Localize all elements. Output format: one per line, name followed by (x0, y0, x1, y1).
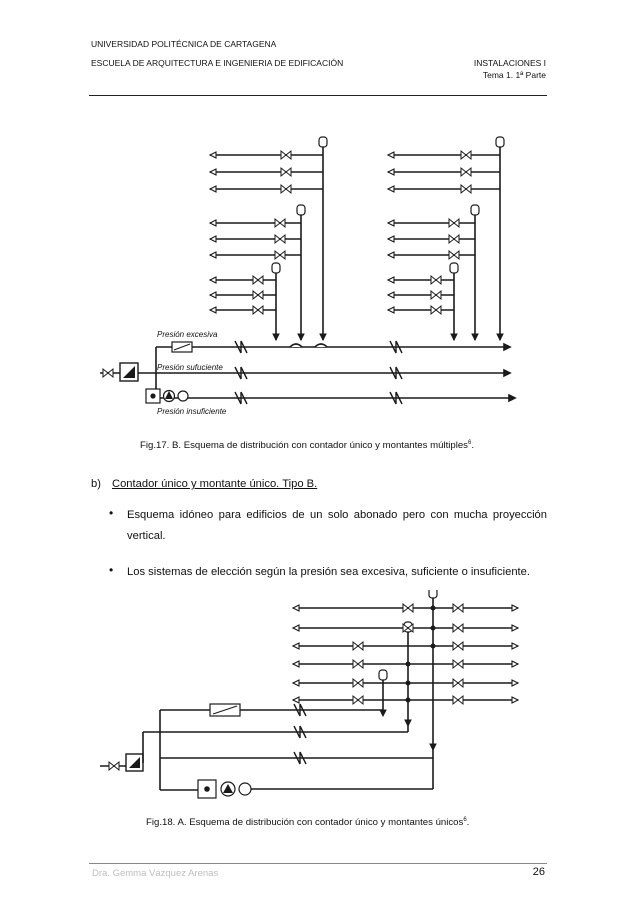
footer-author: Dra. Gemma Vázquez Arenas (92, 868, 219, 879)
figure-18-caption-text: Fig.18. A. Esquema de distribución con contador único y montantes únicos (146, 817, 464, 829)
footer-rule (89, 863, 547, 864)
header-institution: UNIVERSIDAD POLITÉCNICA DE CARTAGENA (91, 39, 277, 49)
figure-17-reference: 6 (467, 440, 472, 446)
figure-17-diagram (90, 125, 530, 425)
header-rule (89, 95, 547, 96)
label-pressure-excess: Presión excesiva (157, 330, 218, 339)
page-number: 26 (532, 866, 545, 878)
figure-17-caption-text: Fig.17. B. Esquema de distribución con contador único y montantes múltiples (140, 440, 468, 452)
header-topic: Tema 1. 1ª Parte (482, 70, 546, 80)
figure-17-caption-end: . (471, 440, 474, 452)
figure-18-caption-end: . (466, 817, 470, 829)
header-course: INSTALACIONES I (473, 58, 546, 68)
header-school: ESCUELA DE ARQUITECTURA E INGENIERIA DE EDIFICACIÓN (91, 58, 344, 68)
label-pressure-insufficient: Presión insuficiente (157, 407, 227, 416)
section-marker: b) (91, 478, 101, 490)
figure-18-reference: 6 (463, 817, 467, 823)
label-pressure-sufficient: Presión sufuciente (157, 363, 223, 372)
bullet-2-text: Los sistemas de elección según la presión sea excesiva, suficiente o insuficiente. (127, 566, 530, 578)
bullet-1-text: Esquema idóneo para edificios de un solo abonado pero con mucha proyección vertical. (127, 509, 547, 542)
figure-18-caption (146, 817, 469, 828)
section-heading: Contador único y montante único. Tipo B. (112, 478, 318, 490)
figure-17-caption (140, 440, 474, 451)
bullet-dot: • (109, 506, 114, 520)
figure-18-diagram (98, 590, 528, 810)
bullet-dot: • (109, 563, 114, 577)
